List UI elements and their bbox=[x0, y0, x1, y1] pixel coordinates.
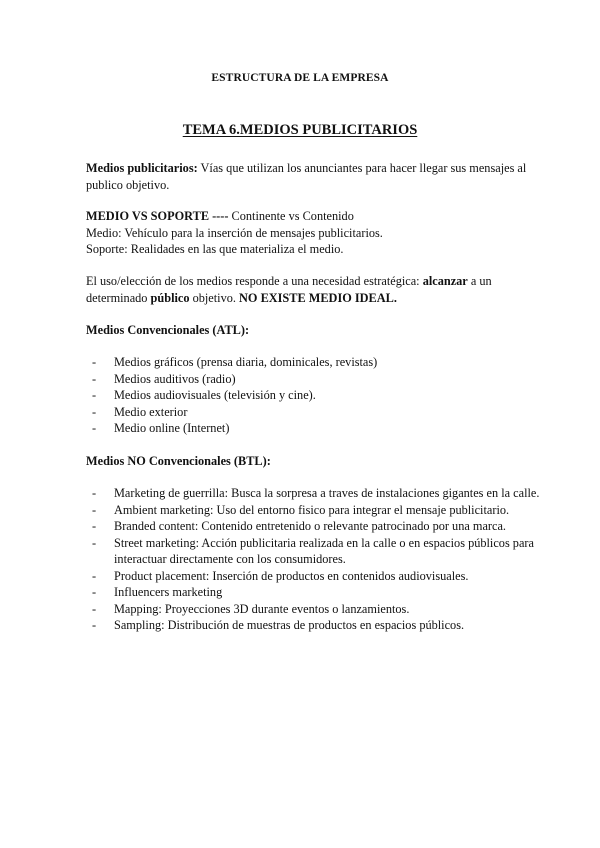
bullet-dash: - bbox=[92, 371, 97, 386]
list-item bbox=[92, 420, 562, 437]
medio-vs-soporte-heading: MEDIO VS SOPORTE ---- bbox=[86, 209, 229, 223]
bullet-dash: - bbox=[92, 535, 97, 550]
bullet-dash: - bbox=[92, 601, 97, 616]
no-ideal-text: NO EXISTE MEDIO IDEAL. bbox=[239, 290, 397, 305]
bullet-dash: - bbox=[92, 404, 97, 419]
course-title: ESTRUCTURA DE LA EMPRESA bbox=[211, 72, 389, 84]
publico-text: público bbox=[150, 290, 190, 305]
list-item-text: Medios auditivos (radio) bbox=[114, 371, 236, 386]
bullet-dash: - bbox=[92, 421, 97, 435]
bullet-dash: - bbox=[92, 388, 97, 402]
list-item-text: Medio online (Internet) bbox=[114, 421, 230, 435]
bullet-dash: - bbox=[92, 618, 97, 632]
list-item bbox=[92, 485, 562, 502]
topic-title: TEMA 6.MEDIOS PUBLICITARIOS bbox=[182, 122, 418, 138]
definition-term: Medios publicitarios: bbox=[86, 161, 198, 175]
list-item-text: Medio exterior bbox=[114, 404, 188, 419]
list-item bbox=[92, 518, 562, 535]
list-item bbox=[92, 535, 562, 568]
bullet-dash: - bbox=[92, 355, 97, 369]
bullet-dash: - bbox=[92, 502, 97, 517]
list-item-text: Medios gráficos (prensa diaria, dominicales, revistas) bbox=[114, 355, 378, 369]
btl-heading bbox=[86, 453, 556, 470]
strategy-text-2: a un determinado bbox=[86, 274, 492, 305]
list-item bbox=[92, 354, 562, 371]
strategy-paragraph bbox=[86, 273, 556, 306]
atl-heading-text: Medios Convencionales (ATL): bbox=[86, 323, 250, 337]
atl-list bbox=[86, 354, 562, 437]
list-item-text: Medios audiovisuales (televisión y cine). bbox=[114, 388, 316, 402]
list-item-text: Marketing de guerrilla: Busca la sorpresa a traves de instalaciones gigantes en la calle. bbox=[114, 486, 540, 500]
list-item bbox=[92, 617, 562, 634]
definition-paragraph bbox=[86, 160, 556, 193]
bullet-dash: - bbox=[92, 568, 97, 583]
list-item-text: Ambient marketing: Uso del entorno fisico para integrar el mensaje publicitario. bbox=[114, 502, 510, 517]
alcanzar-text: alcanzar bbox=[422, 274, 468, 288]
list-item bbox=[92, 601, 562, 618]
list-item bbox=[92, 584, 562, 601]
list-item-text: Mapping: Proyecciones 3D durante eventos o lanzamientos. bbox=[114, 601, 410, 616]
list-item-text: Street marketing: Acción publicitaria realizada en la calle o en espacios públicos para interactuar directamente con los consumidores. bbox=[114, 535, 534, 566]
list-item-text: Product placement: Inserción de productos en contenidos audiovisuales. bbox=[114, 568, 469, 583]
medio-vs-soporte-section bbox=[86, 208, 556, 258]
atl-heading bbox=[86, 322, 556, 339]
list-item-text: Branded content: Contenido entretenido o relevante patrocinado por una marca. bbox=[114, 519, 506, 533]
list-item bbox=[92, 568, 562, 585]
bullet-dash: - bbox=[92, 519, 97, 533]
list-item-text: Sampling: Distribución de muestras de productos en espacios públicos. bbox=[114, 618, 465, 632]
list-item bbox=[92, 502, 562, 519]
strategy-text-3: objetivo. bbox=[189, 290, 240, 305]
btl-list bbox=[86, 485, 562, 634]
list-item bbox=[92, 387, 562, 404]
list-item bbox=[92, 371, 562, 388]
medio-definition: Medio: Vehículo para la inserción de mensajes publicitarios. bbox=[86, 225, 383, 240]
bullet-dash: - bbox=[92, 585, 97, 599]
list-item bbox=[92, 404, 562, 421]
strategy-text-1: El uso/elección de los medios responde a una necesidad estratégica: bbox=[86, 274, 423, 288]
definition-text: Vías que utilizan los anunciantes para hacer llegar sus mensajes al publico objetivo. bbox=[86, 161, 527, 192]
bullet-dash: - bbox=[92, 486, 97, 500]
btl-heading-text: Medios NO Convencionales (BTL): bbox=[86, 454, 271, 468]
list-item-text: Influencers marketing bbox=[114, 585, 223, 599]
soporte-definition: Soporte: Realidades en las que materializa el medio. bbox=[86, 242, 344, 256]
medio-vs-soporte-subtitle: Continente vs Contenido bbox=[228, 209, 354, 223]
